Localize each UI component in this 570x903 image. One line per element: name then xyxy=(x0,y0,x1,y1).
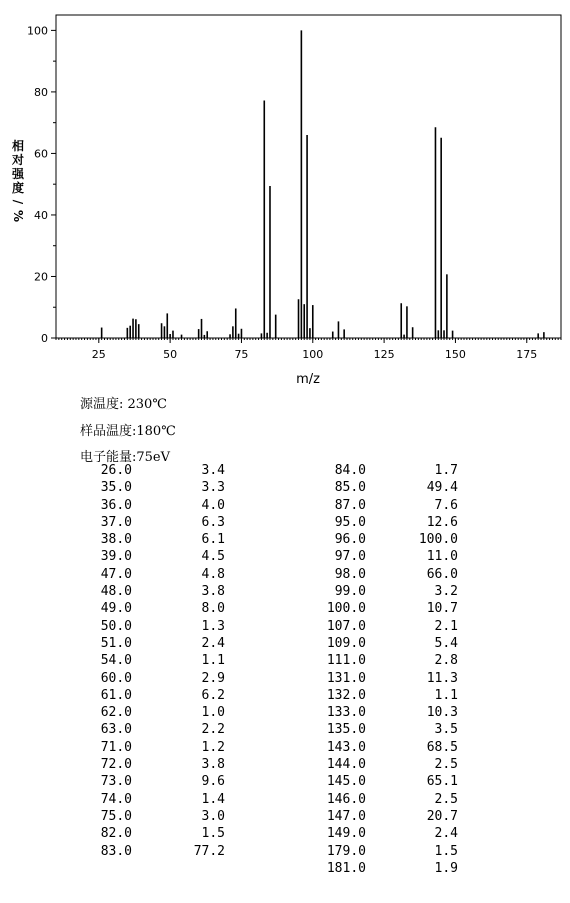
x-tick-label: 150 xyxy=(444,348,466,361)
intensity-value: 1.1 xyxy=(434,687,458,703)
table-row xyxy=(80,583,240,600)
intensity-value: 20.7 xyxy=(426,808,458,824)
x-tick-label: 75 xyxy=(234,348,249,361)
table-row xyxy=(80,756,240,773)
x-tick-label: 125 xyxy=(373,348,395,361)
intensity-value: 5.4 xyxy=(434,635,458,651)
mz-value: 98.0 xyxy=(334,566,366,582)
intensity-value: 1.7 xyxy=(434,463,458,478)
table-row xyxy=(80,825,240,842)
table-row xyxy=(300,773,470,790)
y-label-char: 对 xyxy=(11,153,25,167)
table-row xyxy=(300,548,470,565)
table-row xyxy=(80,843,240,860)
y-axis-ticks xyxy=(27,24,56,345)
mz-value: 133.0 xyxy=(326,705,366,721)
intensity-value: 1.4 xyxy=(201,791,225,807)
table-row xyxy=(300,670,470,687)
table-row xyxy=(300,687,470,704)
table-row xyxy=(80,704,240,721)
x-tick-label: 50 xyxy=(163,348,178,361)
intensity-value: 66.0 xyxy=(426,566,458,582)
table-row xyxy=(80,514,240,531)
mz-value: 83.0 xyxy=(100,843,132,859)
mz-value: 99.0 xyxy=(334,584,366,600)
table-row xyxy=(300,860,470,877)
x-tick-label: 100 xyxy=(302,348,324,361)
table-row xyxy=(300,583,470,600)
table-row xyxy=(80,531,240,548)
x-tick-label: 175 xyxy=(516,348,538,361)
table-row xyxy=(80,808,240,825)
table-row xyxy=(80,791,240,808)
table-row xyxy=(300,635,470,652)
mz-value: 143.0 xyxy=(326,739,366,755)
mz-value: 144.0 xyxy=(326,757,366,773)
mz-value: 135.0 xyxy=(326,722,366,738)
spectrum-peaks xyxy=(102,30,544,338)
x-tick-label: 25 xyxy=(91,348,106,361)
table-row xyxy=(80,497,240,514)
table-row xyxy=(80,721,240,738)
table-row xyxy=(300,566,470,583)
intensity-value: 1.9 xyxy=(434,860,458,876)
table-row xyxy=(80,566,240,583)
intensity-value: 2.5 xyxy=(434,791,458,807)
mz-value: 97.0 xyxy=(334,549,366,565)
table-row xyxy=(300,497,470,514)
mz-value: 95.0 xyxy=(334,514,366,530)
intensity-value: 68.5 xyxy=(426,739,458,755)
intensity-value: 7.6 xyxy=(434,497,458,513)
y-label-char: 度 xyxy=(11,181,25,195)
intensity-value: 1.0 xyxy=(201,705,225,721)
mz-value: 131.0 xyxy=(326,670,366,686)
mz-value: 35.0 xyxy=(100,480,132,496)
table-row xyxy=(80,462,240,479)
mz-value: 61.0 xyxy=(100,687,132,703)
intensity-value: 4.8 xyxy=(201,566,225,582)
mz-value: 51.0 xyxy=(100,635,132,651)
table-row xyxy=(80,739,240,756)
mz-value: 84.0 xyxy=(334,463,366,478)
intensity-value: 6.3 xyxy=(201,514,225,530)
table-row xyxy=(80,600,240,617)
intensity-value: 9.6 xyxy=(201,774,225,790)
mz-value: 146.0 xyxy=(326,791,366,807)
y-label-char: % xyxy=(11,209,25,223)
mz-value: 179.0 xyxy=(326,843,366,859)
mz-value: 63.0 xyxy=(100,722,132,738)
mz-value: 39.0 xyxy=(100,549,132,565)
intensity-value: 1.2 xyxy=(201,739,225,755)
mz-value: 75.0 xyxy=(100,808,132,824)
table-row xyxy=(300,652,470,669)
x-axis-label: m/z xyxy=(296,372,320,387)
mz-value: 48.0 xyxy=(100,584,132,600)
mz-value: 60.0 xyxy=(100,670,132,686)
electron-energy: 电子能量:75eV xyxy=(80,450,171,465)
mz-value: 36.0 xyxy=(100,497,132,513)
intensity-value: 2.1 xyxy=(434,618,458,634)
mz-value: 111.0 xyxy=(326,653,366,669)
table-row xyxy=(300,600,470,617)
intensity-value: 4.5 xyxy=(201,549,225,565)
table-row xyxy=(300,531,470,548)
mz-value: 71.0 xyxy=(100,739,132,755)
intensity-value: 3.4 xyxy=(201,463,225,478)
y-tick-label: 80 xyxy=(34,85,48,99)
table-row xyxy=(300,756,470,773)
intensity-value: 2.9 xyxy=(201,670,225,686)
mz-value: 49.0 xyxy=(100,601,132,617)
intensity-value: 12.6 xyxy=(426,514,458,530)
intensity-value: 10.7 xyxy=(426,601,458,617)
intensity-value: 65.1 xyxy=(426,774,458,790)
y-label-char: 强 xyxy=(11,167,25,181)
table-row xyxy=(300,825,470,842)
table-row xyxy=(300,721,470,738)
table-row xyxy=(80,548,240,565)
intensity-value: 2.8 xyxy=(434,653,458,669)
table-row xyxy=(80,687,240,704)
intensity-value: 3.3 xyxy=(201,480,225,496)
table-row xyxy=(80,479,240,496)
mz-value: 74.0 xyxy=(100,791,132,807)
intensity-value: 3.8 xyxy=(201,757,225,773)
mz-value: 54.0 xyxy=(100,653,132,669)
table-row xyxy=(80,618,240,635)
intensity-value: 3.5 xyxy=(434,722,458,738)
mz-value: 73.0 xyxy=(100,774,132,790)
y-axis-label xyxy=(11,138,25,222)
mz-value: 85.0 xyxy=(334,480,366,496)
intensity-value: 2.5 xyxy=(434,757,458,773)
intensity-value: 11.3 xyxy=(426,670,458,686)
intensity-value: 3.8 xyxy=(201,584,225,600)
intensity-value: 3.0 xyxy=(201,808,225,824)
table-row xyxy=(300,514,470,531)
table-row xyxy=(300,462,470,479)
intensity-value: 11.0 xyxy=(426,549,458,565)
plot-frame xyxy=(56,15,561,338)
intensity-value: 1.3 xyxy=(201,618,225,634)
y-tick-label: 0 xyxy=(41,332,48,345)
table-row xyxy=(80,635,240,652)
table-row xyxy=(300,618,470,635)
y-label-char: / xyxy=(11,199,25,205)
intensity-value: 1.5 xyxy=(434,843,458,859)
intensity-value: 2.4 xyxy=(434,826,458,842)
mz-value: 132.0 xyxy=(326,687,366,703)
sample-temperature: 样品温度:180℃ xyxy=(80,424,176,439)
peak-table-left xyxy=(80,462,240,860)
intensity-value: 49.4 xyxy=(426,480,458,496)
x-axis-ticks xyxy=(92,338,537,361)
mz-value: 147.0 xyxy=(326,808,366,824)
mz-value: 62.0 xyxy=(100,705,132,721)
table-row xyxy=(80,652,240,669)
mz-value: 72.0 xyxy=(100,757,132,773)
mz-value: 109.0 xyxy=(326,635,366,651)
table-row xyxy=(300,739,470,756)
table-row xyxy=(80,670,240,687)
mz-value: 50.0 xyxy=(100,618,132,634)
mass-spectrum-chart xyxy=(0,0,570,390)
mz-value: 47.0 xyxy=(100,566,132,582)
intensity-value: 8.0 xyxy=(201,601,225,617)
y-tick-label: 40 xyxy=(34,208,48,222)
table-row xyxy=(80,773,240,790)
intensity-value: 10.3 xyxy=(426,705,458,721)
intensity-value: 77.2 xyxy=(193,843,225,859)
mz-value: 38.0 xyxy=(100,532,132,548)
intensity-value: 4.0 xyxy=(201,497,225,513)
source-temperature: 源温度: 230℃ xyxy=(80,397,167,412)
intensity-value: 6.1 xyxy=(201,532,225,548)
mz-value: 181.0 xyxy=(326,860,366,876)
table-row xyxy=(300,704,470,721)
table-row xyxy=(300,791,470,808)
table-row xyxy=(300,808,470,825)
intensity-value: 2.2 xyxy=(201,722,225,738)
intensity-value: 2.4 xyxy=(201,635,225,651)
intensity-value: 1.5 xyxy=(201,826,225,842)
mz-value: 107.0 xyxy=(326,618,366,634)
y-label-char: 相 xyxy=(11,139,25,153)
intensity-value: 3.2 xyxy=(434,584,458,600)
mz-value: 100.0 xyxy=(326,601,366,617)
peak-table-right xyxy=(300,462,470,877)
mz-value: 87.0 xyxy=(334,497,366,513)
y-tick-label: 20 xyxy=(34,270,48,284)
intensity-value: 100.0 xyxy=(418,532,458,548)
y-tick-label: 60 xyxy=(34,147,48,161)
mz-value: 145.0 xyxy=(326,774,366,790)
y-tick-label: 100 xyxy=(27,24,48,38)
intensity-value: 1.1 xyxy=(201,653,225,669)
mz-value: 26.0 xyxy=(100,463,132,478)
mz-value: 82.0 xyxy=(100,826,132,842)
table-row xyxy=(300,843,470,860)
intensity-value: 6.2 xyxy=(201,687,225,703)
mz-value: 37.0 xyxy=(100,514,132,530)
mz-value: 96.0 xyxy=(334,532,366,548)
mz-value: 149.0 xyxy=(326,826,366,842)
table-row xyxy=(300,479,470,496)
